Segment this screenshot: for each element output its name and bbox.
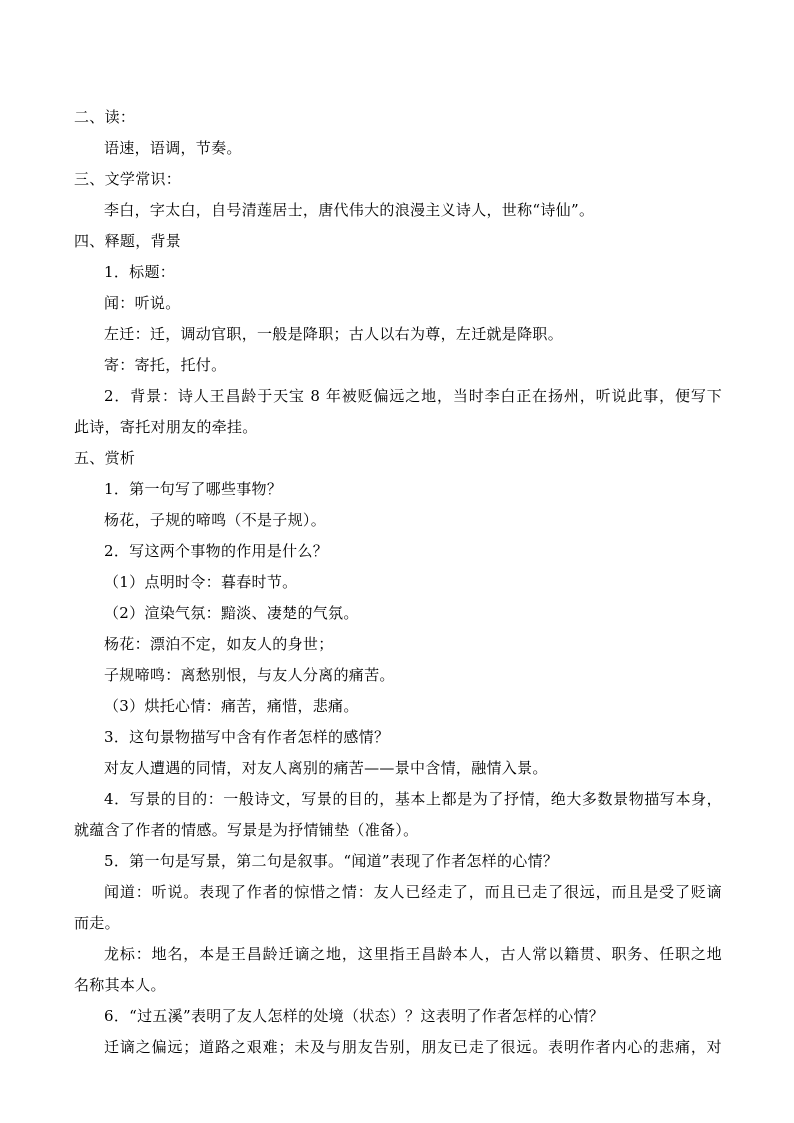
- paragraph-continuation: 而走。: [74, 914, 120, 932]
- section-heading-literary-knowledge: 三、文学常识：: [74, 170, 182, 188]
- answer: 子规啼鸣：离愁别恨，与友人分离的痛苦。: [104, 666, 395, 684]
- answer: 龙标：地名，本是王昌龄迁谪之地，这里指王昌龄本人，古人常以籍贯、职务、任职之地: [104, 945, 722, 963]
- question: 1．第一句写了哪些事物？: [104, 480, 283, 498]
- paragraph: 左迁：迁，调动官职，一般是降职；古人以右为尊，左迁就是降职。: [104, 325, 564, 343]
- answer: 杨花，子规的啼鸣（不是子规）。: [104, 511, 327, 529]
- section-heading-read: 二、读：: [74, 108, 136, 126]
- answer: 迁谪之偏远；道路之艰难；未及与朋友告别，朋友已走了很远。表明作者内心的悲痛，对: [104, 1038, 722, 1056]
- section-heading-appreciation: 五、赏析: [74, 449, 136, 467]
- paragraph: 闻：听说。: [104, 294, 181, 312]
- answer: （3）烘托心情：痛苦，痛惜，悲痛。: [104, 697, 359, 715]
- question: 4．写景的目的：一般诗文，写景的目的，基本上都是为了抒情，绝大多数景物描写本身，: [104, 790, 722, 808]
- question: 3．这句景物描写中含有作者怎样的感情？: [104, 728, 390, 746]
- paragraph-continuation: 就蕴含了作者的情感。写景是为抒情铺垫（准备）。: [74, 821, 419, 839]
- paragraph-continuation: 名称其本人。: [74, 976, 166, 994]
- paragraph: 语速，语调，节奏。: [104, 139, 242, 157]
- answer: 对友人遭遇的同情，对友人离别的痛苦——景中含情，融情入景。: [104, 759, 548, 777]
- question: 5．第一句是写景，第二句是叙事。“闻道”表现了作者怎样的心情？: [104, 852, 559, 870]
- list-item-heading: 2．背景：诗人王昌龄于天宝 8 年被贬偏远之地，当时李白正在扬州，听说此事，便写下: [104, 387, 722, 405]
- answer: 闻道：听说。表现了作者的惊惜之情：友人已经走了，而且已走了很远，而且是受了贬谪: [104, 883, 722, 901]
- answer: （2）渲染气氛：黯淡、凄楚的气氛。: [104, 604, 359, 622]
- answer: （1）点明时令：暮春时节。: [104, 573, 298, 591]
- question: 2．写这两个事物的作用是什么？: [104, 542, 329, 560]
- paragraph: 李白，字太白，自号清莲居士，唐代伟大的浪漫主义诗人，世称“诗仙”。: [104, 201, 595, 219]
- list-item-heading: 1．标题：: [104, 263, 176, 281]
- answer: 杨花：漂泊不定，如友人的身世；: [104, 635, 334, 653]
- paragraph-continuation: 此诗，寄托对朋友的牵挂。: [74, 418, 258, 436]
- document-body: [74, 102, 722, 1063]
- paragraph: 寄：寄托，托付。: [104, 356, 227, 374]
- question: 6．“过五溪”表明了友人怎样的处境（状态）？这表明了作者怎样的心情？: [104, 1007, 605, 1025]
- section-heading-title-background: 四、释题，背景: [74, 232, 182, 250]
